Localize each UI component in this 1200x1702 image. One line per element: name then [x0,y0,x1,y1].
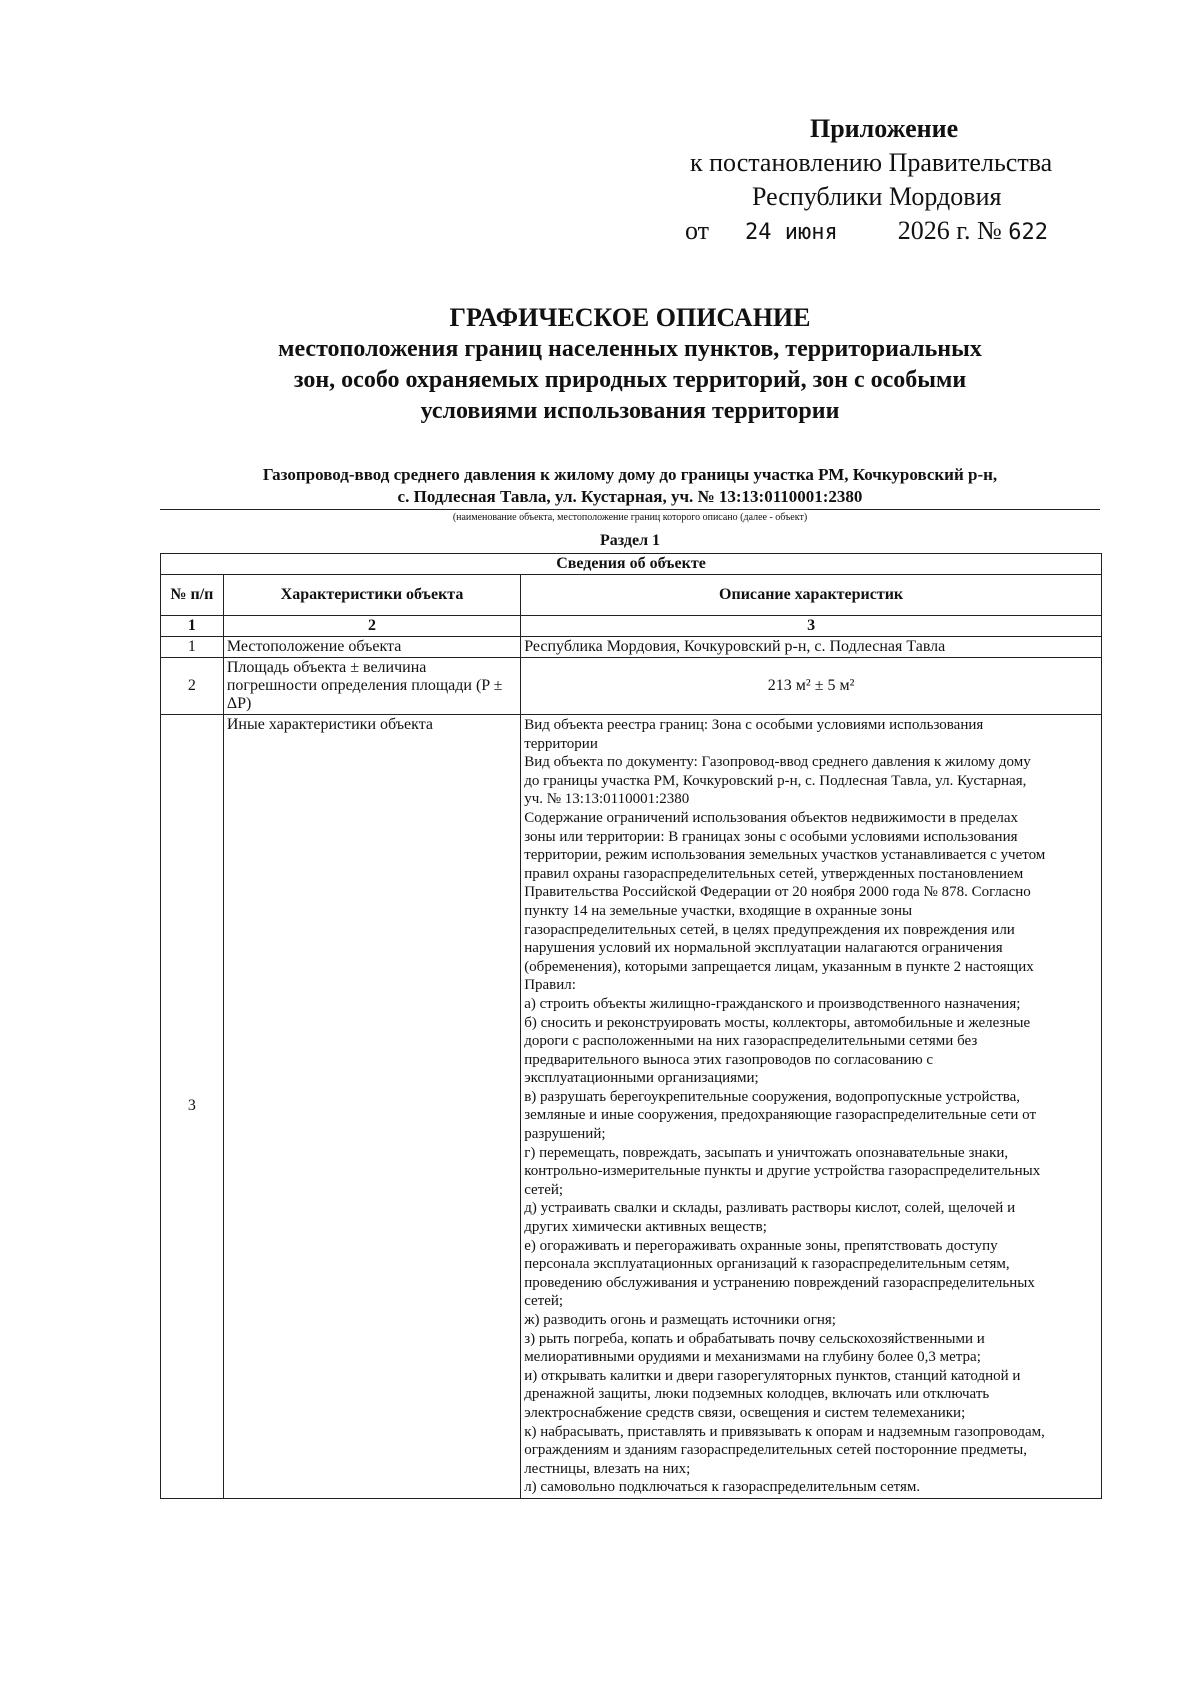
desc-line: дороги с расположенными на них газораспределительными сетями без [524,1033,978,1050]
desc-line: земляные и иные сооружения, предохраняющие газораспределительные сети от [524,1107,1037,1124]
row-desc: Республика Мордовия, Кочкуровский р-н, с. Подлесная Тавла [521,637,1102,658]
heading-main: ГРАФИЧЕСКОЕ ОПИСАНИЕ [449,303,811,332]
appendix-line-2: Республики Мордовия [752,182,1002,211]
header-desc: Описание характеристик [521,575,1102,616]
desc-line: Правительства Российской Федерации от 20 ноября 2000 года № 878. Согласно [524,884,1031,901]
document-heading [100,302,1160,427]
decree-number: 622 [1008,220,1049,245]
col-number-3: 3 [521,616,1102,637]
heading-sub-2: зон, особо охраняемых природных территорий, зон с особыми [293,367,967,393]
appendix-date [685,214,1110,250]
object-name-caption: (наименование объекта, местоположение границ которого описано (далее - объект) [452,512,808,523]
desc-line: е) огораживать и перегораживать охранные зоны, препятствовать доступу [524,1237,998,1254]
desc-line: Вид объекта по документу: Газопровод-ввод среднего давления к жилому дому [524,754,1031,771]
desc-line: д) устраивать свалки и склады, разливать растворы кислот, солей, щелочей и [524,1200,1016,1217]
appendix-title: Приложение [810,114,959,143]
desc-line: предварительного выноса этих газопроводов по согласованию с [524,1051,934,1068]
desc-line: сетей; [524,1293,564,1310]
row-desc: 213 м² ± 5 м² [521,658,1102,715]
desc-line: до границы участка РМ, Кочкуровский р-н, с. Подлесная Тавла, ул. Кустарная, [524,772,1027,789]
desc-line: территории [524,735,598,752]
desc-line: персонала эксплуатационных организаций к газораспределительным сетям, [524,1256,1010,1273]
desc-line: проведению обслуживания и устранению повреждений газораспределительных [524,1274,1035,1291]
desc-line: а) строить объекты жилищно-гражданского и производственного назначения; [524,995,1021,1012]
decree-year: 2026 г. № [897,216,1002,245]
row-desc-long [521,715,1102,1499]
heading-sub-1: местоположения границ населенных пунктов, территориальных [278,336,982,362]
header-num: № п/п [161,575,224,616]
object-info-table [160,553,1102,1499]
table-row [161,715,1102,1499]
object-name [160,464,1100,510]
desc-line: в) разрушать берегоукрепительные сооружения, водопропускные устройства, [524,1088,1021,1105]
desc-line: Содержание ограничений использования объектов недвижимости в пределах [524,809,1019,826]
desc-line: других химически активных веществ; [524,1219,767,1236]
desc-line: зоны или территории: В границах зоны с особыми условиями использования [524,828,1018,845]
desc-line: нарушения условий их нормальной эксплуатации налагаются ограничения [524,940,1003,957]
table-row [161,658,1102,715]
header-char: Характеристики объекта [223,575,520,616]
table-title: Сведения об объекте [161,554,1102,575]
desc-line: г) перемещать, повреждать, засыпать и уничтожать опознавательные знаки, [524,1144,1009,1161]
date-prefix: от [685,216,710,245]
desc-line: б) сносить и реконструировать мосты, коллекторы, автомобильные и железные [524,1014,1031,1031]
desc-line: электроснабжение средств связи, освещения и систем телемеханики; [524,1404,966,1421]
desc-line: территории, режим использования земельных участков устанавливается с учетом [524,847,1046,864]
desc-line: з) рыть погреба, копать и обрабатывать почву сельскохозяйственными и [524,1330,985,1347]
desc-line: разрушений; [524,1126,606,1143]
desc-line: сетей; [524,1181,564,1198]
table-header-row [161,575,1102,616]
column-number-row [161,616,1102,637]
desc-line: контрольно-измерительные пункты и другие устройства газораспределительных [524,1163,1041,1180]
desc-line: ж) разводить огонь и размещать источники огня; [524,1312,836,1328]
row-num: 1 [161,637,224,658]
object-name-line-2: с. Подлесная Тавла, ул. Кустарная, уч. № 13:13:0110001:2380 [160,486,1100,510]
appendix-line-1: к постановлению Правительства [690,148,1053,177]
desc-line: (обременения), которыми запрещается лицам, указанным в пункте 2 настоящих [524,958,1034,975]
row-char: Площадь объекта ± величина погрешности определения площади (P ± ΔP) [223,658,520,715]
section-title: Раздел 1 [599,532,661,549]
desc-line: лестницы, влезать на них; [524,1460,691,1477]
desc-lines [524,716,1098,1497]
appendix-block [685,112,1110,250]
desc-line: пункту 14 на земельные участки, входящие в охранные зоны [524,902,913,919]
col-number-1: 1 [161,616,224,637]
col-number-2: 2 [223,616,520,637]
desc-line: дренажной защиты, люки подземных колодцев, включать или отключать [524,1386,990,1403]
desc-line: к) набрасывать, приставлять и привязывать к опорам и надземным газопроводам, [524,1423,1045,1440]
desc-line: и) открывать калитки и двери газорегуляторных пунктов, станций катодной и [524,1367,1021,1384]
desc-line: л) самовольно подключаться к газораспределительным сетям. [524,1479,921,1496]
desc-line: Вид объекта реестра границ: Зона с особыми условиями использования [524,717,984,733]
desc-line: ограждениям и зданиям газораспределительных сетей посторонние предметы, [524,1442,1027,1459]
heading-sub-3: условиями использования территории [420,398,840,424]
object-name-line-1: Газопровод-ввод среднего давления к жилому дому до границы участка РМ, Кочкуровский р-н, [262,465,998,484]
row-char: Иные характеристики объекта [223,715,520,1499]
table-row [161,637,1102,658]
row-num: 3 [161,715,224,1499]
desc-line: Правил: [524,977,576,994]
table-title-row [161,554,1102,575]
desc-line: уч. № 13:13:0110001:2380 [524,791,690,808]
decree-day: 24 июня [745,220,838,245]
desc-line: газораспределительных сетей, в целях предупреждения их повреждения или [524,921,1015,938]
row-num: 2 [161,658,224,715]
desc-line: эксплуатационными организациями; [524,1070,759,1087]
row-char: Местоположение объекта [223,637,520,658]
desc-line: правил охраны газораспределительных сетей, утвержденных постановлением [524,865,1024,882]
desc-line: мелиоративными орудиями и механизмами на глубину более 0,3 метра; [524,1349,981,1366]
